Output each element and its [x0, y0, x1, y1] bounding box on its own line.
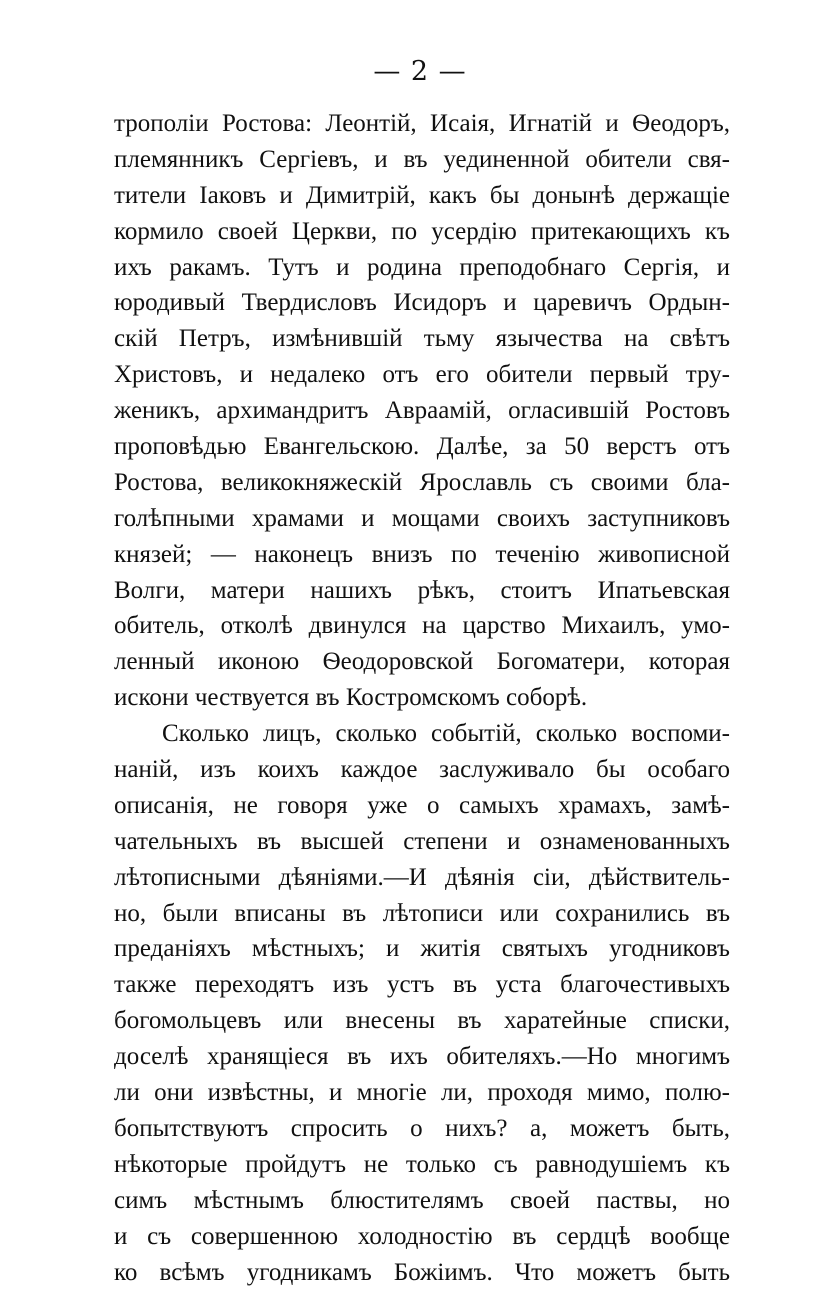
- text-line: лѣтописными дѣяніями.—И дѣянія сіи, дѣйствитель-: [114, 860, 730, 896]
- text-line: тители Іаковъ и Димитрій, какъ бы донынѣ держащіе: [114, 178, 730, 214]
- text-line: кормило своей Церкви, по усердію притекающихъ къ: [114, 214, 730, 250]
- page-number: — 2 —: [0, 56, 840, 87]
- text-line: симъ мѣстнымъ блюстителямъ своей паствы, но: [114, 1183, 730, 1219]
- text-line: племянникъ Сергіевъ, и въ уединенной обители свя-: [114, 142, 730, 178]
- text-line: бопытствуютъ спросить о нихъ? а, можетъ быть,: [114, 1111, 730, 1147]
- text-line: ленный иконою Ѳеодоровской Богоматери, которая: [114, 644, 730, 680]
- text-line: трополіи Ростова: Леонтій, Исаія, Игнатій и Ѳеодоръ,: [114, 106, 730, 142]
- text-line: наній, изъ коихъ каждое заслуживало бы особаго: [114, 752, 730, 788]
- text-line: Христовъ, и недалеко отъ его обители первый тру-: [114, 357, 730, 393]
- text-line: описанія, не говоря уже о самыхъ храмахъ, замѣ-: [114, 788, 730, 824]
- text-line: голѣпными храмами и мощами своихъ заступниковъ: [114, 501, 730, 537]
- text-line: чательныхъ въ высшей степени и ознаменованныхъ: [114, 824, 730, 860]
- text-line: но, были вписаны въ лѣтописи или сохранились въ: [114, 896, 730, 932]
- text-line: ко всѣмъ угодникамъ Божіимъ. Что можетъ быть: [114, 1255, 730, 1290]
- body-text: [114, 106, 730, 1290]
- text-line: нѣкоторые пройдутъ не только съ равнодушіемъ къ: [114, 1147, 730, 1183]
- text-line: также переходятъ изъ устъ въ уста благочестивыхъ: [114, 967, 730, 1003]
- paragraph-start-line: Сколько лицъ, сколько событій, сколько воспоми-: [114, 716, 730, 752]
- text-line: проповѣдью Евангельскою. Далѣе, за 50 верстъ отъ: [114, 429, 730, 465]
- text-line: скій Петръ, измѣнившій тьму язычества на свѣтъ: [114, 321, 730, 357]
- text-line: князей; — наконецъ внизъ по теченію живописной: [114, 537, 730, 573]
- text-line: юродивый Твердисловъ Исидоръ и царевичъ Ордын-: [114, 285, 730, 321]
- text-line: богомольцевъ или внесены въ харатейные списки,: [114, 1003, 730, 1039]
- text-line: преданіяхъ мѣстныхъ; и житія святыхъ угодниковъ: [114, 931, 730, 967]
- text-line: ли они извѣстны, и многіе ли, проходя мимо, полю-: [114, 1075, 730, 1111]
- text-line: и съ совершенною холодностію въ сердцѣ вообще: [114, 1219, 730, 1255]
- paragraph-end-line: искони чествуется въ Костромскомъ соборѣ.: [114, 680, 730, 716]
- text-line: Ростова, великокняжескій Ярославль съ своими бла-: [114, 465, 730, 501]
- text-line: обитель, отколѣ двинулся на царство Михаилъ, умо-: [114, 608, 730, 644]
- text-line: доселѣ хранящіеся въ ихъ обителяхъ.—Но многимъ: [114, 1039, 730, 1075]
- text-line: ихъ ракамъ. Тутъ и родина преподобнаго Сергія, и: [114, 250, 730, 286]
- text-line: Волги, матери нашихъ рѣкъ, стоитъ Ипатьевская: [114, 573, 730, 609]
- text-line: женикъ, архимандритъ Авраамій, огласившій Ростовъ: [114, 393, 730, 429]
